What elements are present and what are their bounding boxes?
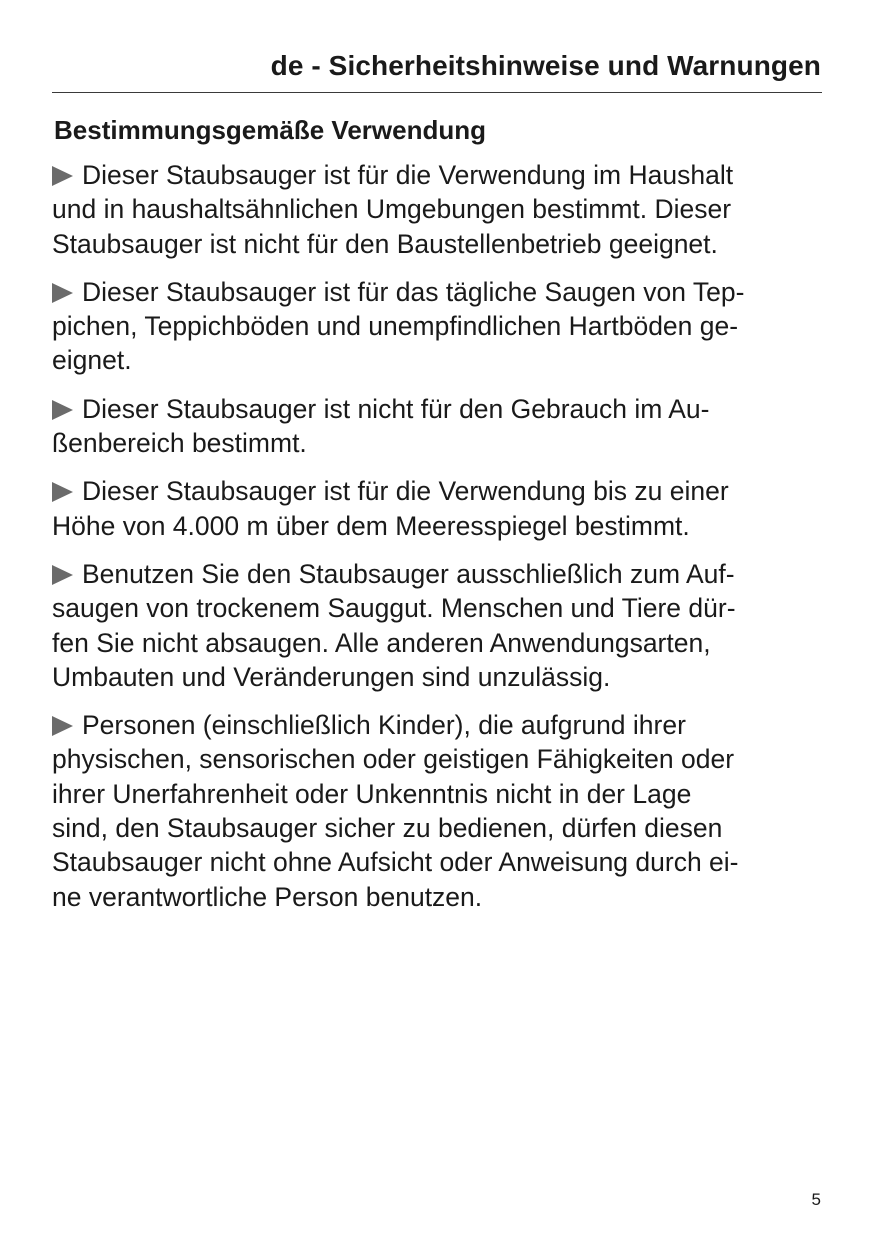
page-number: 5 <box>811 1190 821 1209</box>
item-line: Personen (einschließlich Kinder), die aufgrund ihrer <box>82 710 686 741</box>
header-divider <box>52 92 822 93</box>
triangle-arrow-icon <box>52 565 73 585</box>
item-line: ne verantwortliche Person benutzen. <box>52 881 483 912</box>
triangle-arrow-icon <box>52 482 73 502</box>
item-line: und in haushaltsähnlichen Umgebungen bestimmt. Dieser <box>52 194 732 225</box>
list-item <box>52 158 827 261</box>
list-item <box>52 275 827 378</box>
item-line: sind, den Staubsauger sicher zu bedienen, dürfen diesen <box>52 813 723 844</box>
item-line: eignet. <box>52 345 132 376</box>
list-item <box>52 392 827 461</box>
item-line: Staubsauger ist nicht für den Baustellenbetrieb geeignet. <box>52 228 718 259</box>
header-title: de - Sicherheitshinweise und Warnungen <box>270 50 821 81</box>
triangle-arrow-icon <box>52 283 73 303</box>
list-item <box>52 474 827 543</box>
item-line: Höhe von 4.000 m über dem Meeresspiegel bestimmt. <box>52 510 690 541</box>
instruction-list <box>52 158 827 928</box>
item-line: Dieser Staubsauger ist nicht für den Gebrauch im Au- <box>82 393 710 424</box>
list-item <box>52 557 827 694</box>
item-line: Dieser Staubsauger ist für das tägliche Saugen von Tep- <box>82 276 745 307</box>
section-heading: Bestimmungsgemäße Verwendung <box>54 115 486 145</box>
triangle-arrow-icon <box>52 716 73 736</box>
item-line: Dieser Staubsauger ist für die Verwendung im Haushalt <box>82 160 734 190</box>
triangle-arrow-icon <box>52 400 73 420</box>
item-line: physischen, sensorischen oder geistigen Fähigkeiten oder <box>52 744 735 775</box>
item-line: Dieser Staubsauger ist für die Verwendung bis zu einer <box>82 476 729 507</box>
item-line: fen Sie nicht absaugen. Alle anderen Anwendungsarten, <box>52 627 711 658</box>
item-line: ßenbereich bestimmt. <box>52 428 307 459</box>
item-line: ihrer Unerfahrenheit oder Unkenntnis nicht in der Lage <box>52 778 692 809</box>
item-line: Staubsauger nicht ohne Aufsicht oder Anweisung durch ei- <box>52 847 739 878</box>
item-line: Umbauten und Veränderungen sind unzulässig. <box>52 661 611 692</box>
triangle-arrow-icon <box>52 166 73 186</box>
item-line: saugen von trockenem Sauggut. Menschen und Tiere dür- <box>52 593 736 624</box>
item-line: pichen, Teppichböden und unempfindlichen Hartböden ge- <box>52 311 739 342</box>
item-line: Benutzen Sie den Staubsauger ausschließlich zum Auf- <box>82 558 735 589</box>
list-item <box>52 708 827 914</box>
